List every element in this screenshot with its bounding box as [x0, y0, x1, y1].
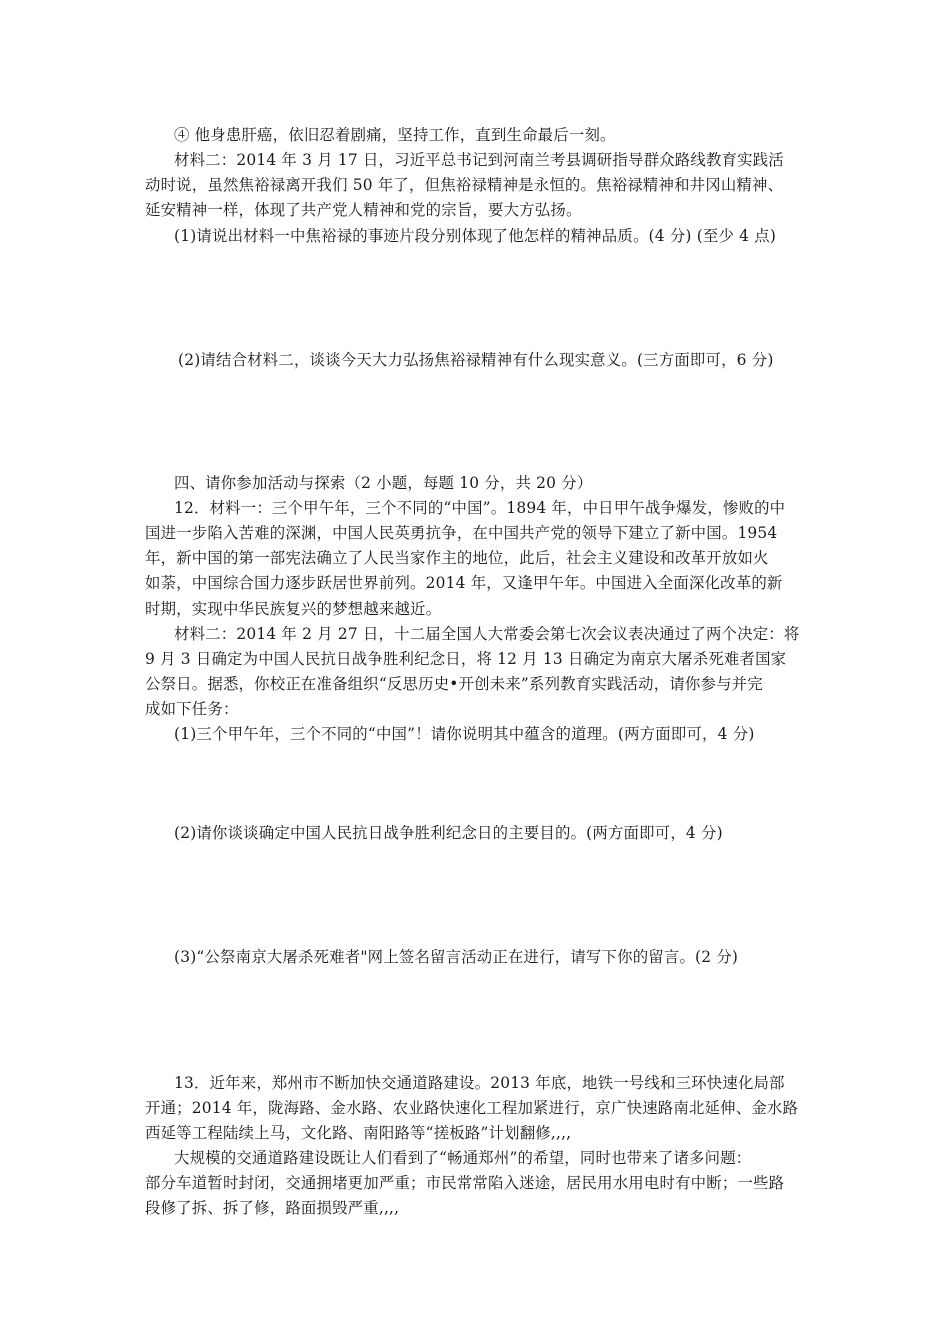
- question-12-part-2: (2)请你谈谈确定中国人民抗日战争胜利纪念日的主要目的。(两方面即可，4 分): [174, 824, 723, 842]
- q12-material-two-line-1: 材料二：2014 年 2 月 27 日，十二届全国人大常委会第七次会议表决通过了两个决定：将: [174, 625, 800, 643]
- q12-material-two-line-2: 9 月 3 日确定为中国人民抗日战争胜利纪念日，将 12 月 13 日确定为南京大屠杀死难者国家: [145, 650, 787, 668]
- q12-material-one-line-1: 12．材料一：三个甲午年，三个不同的“中国”。1894 年，中日甲午战争爆发，惨败的中: [174, 499, 786, 517]
- material-two-line-3: 延安精神一样，体现了共产党人精神和党的宗旨，要大方弘扬。: [145, 201, 582, 219]
- material-one-item-4: ④ 他身患肝癌，依旧忍着剧痛，坚持工作，直到生命最后一刻。: [174, 126, 616, 144]
- q13-line-6: 段修了拆、拆了修，路面损毁严重,,,,: [145, 1199, 400, 1217]
- section-4-heading: 四、请你参加活动与探索（2 小题，每题 10 分，共 20 分）: [174, 474, 593, 492]
- q13-line-5: 部分车道暂时封闭，交通拥堵更加严重；市民常常陷入迷途，居民用水用电时有中断；一些路: [145, 1174, 785, 1192]
- material-two-line-1: 材料二：2014 年 3 月 17 日，习近平总书记到河南兰考县调研指导群众路线教育实践活: [174, 151, 784, 169]
- q13-line-3: 西延等工程陆续上马，文化路、南阳路等“搓板路”计划翻修,,,,: [145, 1124, 572, 1142]
- q12-material-two-line-4: 成如下任务：: [145, 700, 239, 718]
- question-11-part-2: (2)请结合材料二，谈谈今天大力弘扬焦裕禄精神有什么现实意义。(三方面即可，6 分): [178, 351, 774, 369]
- q13-line-4: 大规模的交通道路建设既让人们看到了“畅通郑州”的希望，同时也带来了诸多问题：: [174, 1149, 752, 1167]
- q12-material-one-line-2: 国进一步陷入苦难的深渊，中国人民英勇抗争，在中国共产党的领导下建立了新中国。1954: [145, 524, 778, 542]
- q12-material-one-line-5: 时期，实现中华民族复兴的梦想越来越近。: [145, 600, 442, 618]
- q12-material-one-line-3: 年，新中国的第一部宪法确立了人民当家作主的地位，此后，社会主义建设和改革开放如火: [145, 549, 769, 567]
- question-11-part-1: (1)请说出材料一中焦裕禄的事迹片段分别体现了他怎样的精神品质。(4 分) (至少 4 点): [174, 227, 777, 245]
- q12-material-one-line-4: 如荼，中国综合国力逐步跃居世界前列。2014 年，又逢甲午年。中国进入全面深化改革的新: [145, 574, 783, 592]
- question-12-part-3: (3)“公祭南京大屠杀死难者"网上签名留言活动正在进行，请写下你的留言。(2 分): [174, 948, 739, 966]
- q12-material-two-line-3: 公祭日。据悉，你校正在准备组织“反思历史•开创未来”系列教育实践活动，请你参与并完: [145, 675, 763, 693]
- material-two-line-2: 动时说，虽然焦裕禄离开我们 50 年了，但焦裕禄精神是永恒的。焦裕禄精神和井冈山精神、: [145, 176, 784, 194]
- q13-line-2: 开通；2014 年，陇海路、金水路、农业路快速化工程加紧进行，京广快速路南北延伸、金水路: [145, 1099, 799, 1117]
- q13-line-1: 13．近年来，郑州市不断加快交通道路建设。2013 年底，地铁一号线和三环快速化局部: [174, 1074, 785, 1092]
- question-12-part-1: (1)三个甲午年，三个不同的“中国”！请你说明其中蕴含的道理。(两方面即可，4 分): [174, 725, 755, 743]
